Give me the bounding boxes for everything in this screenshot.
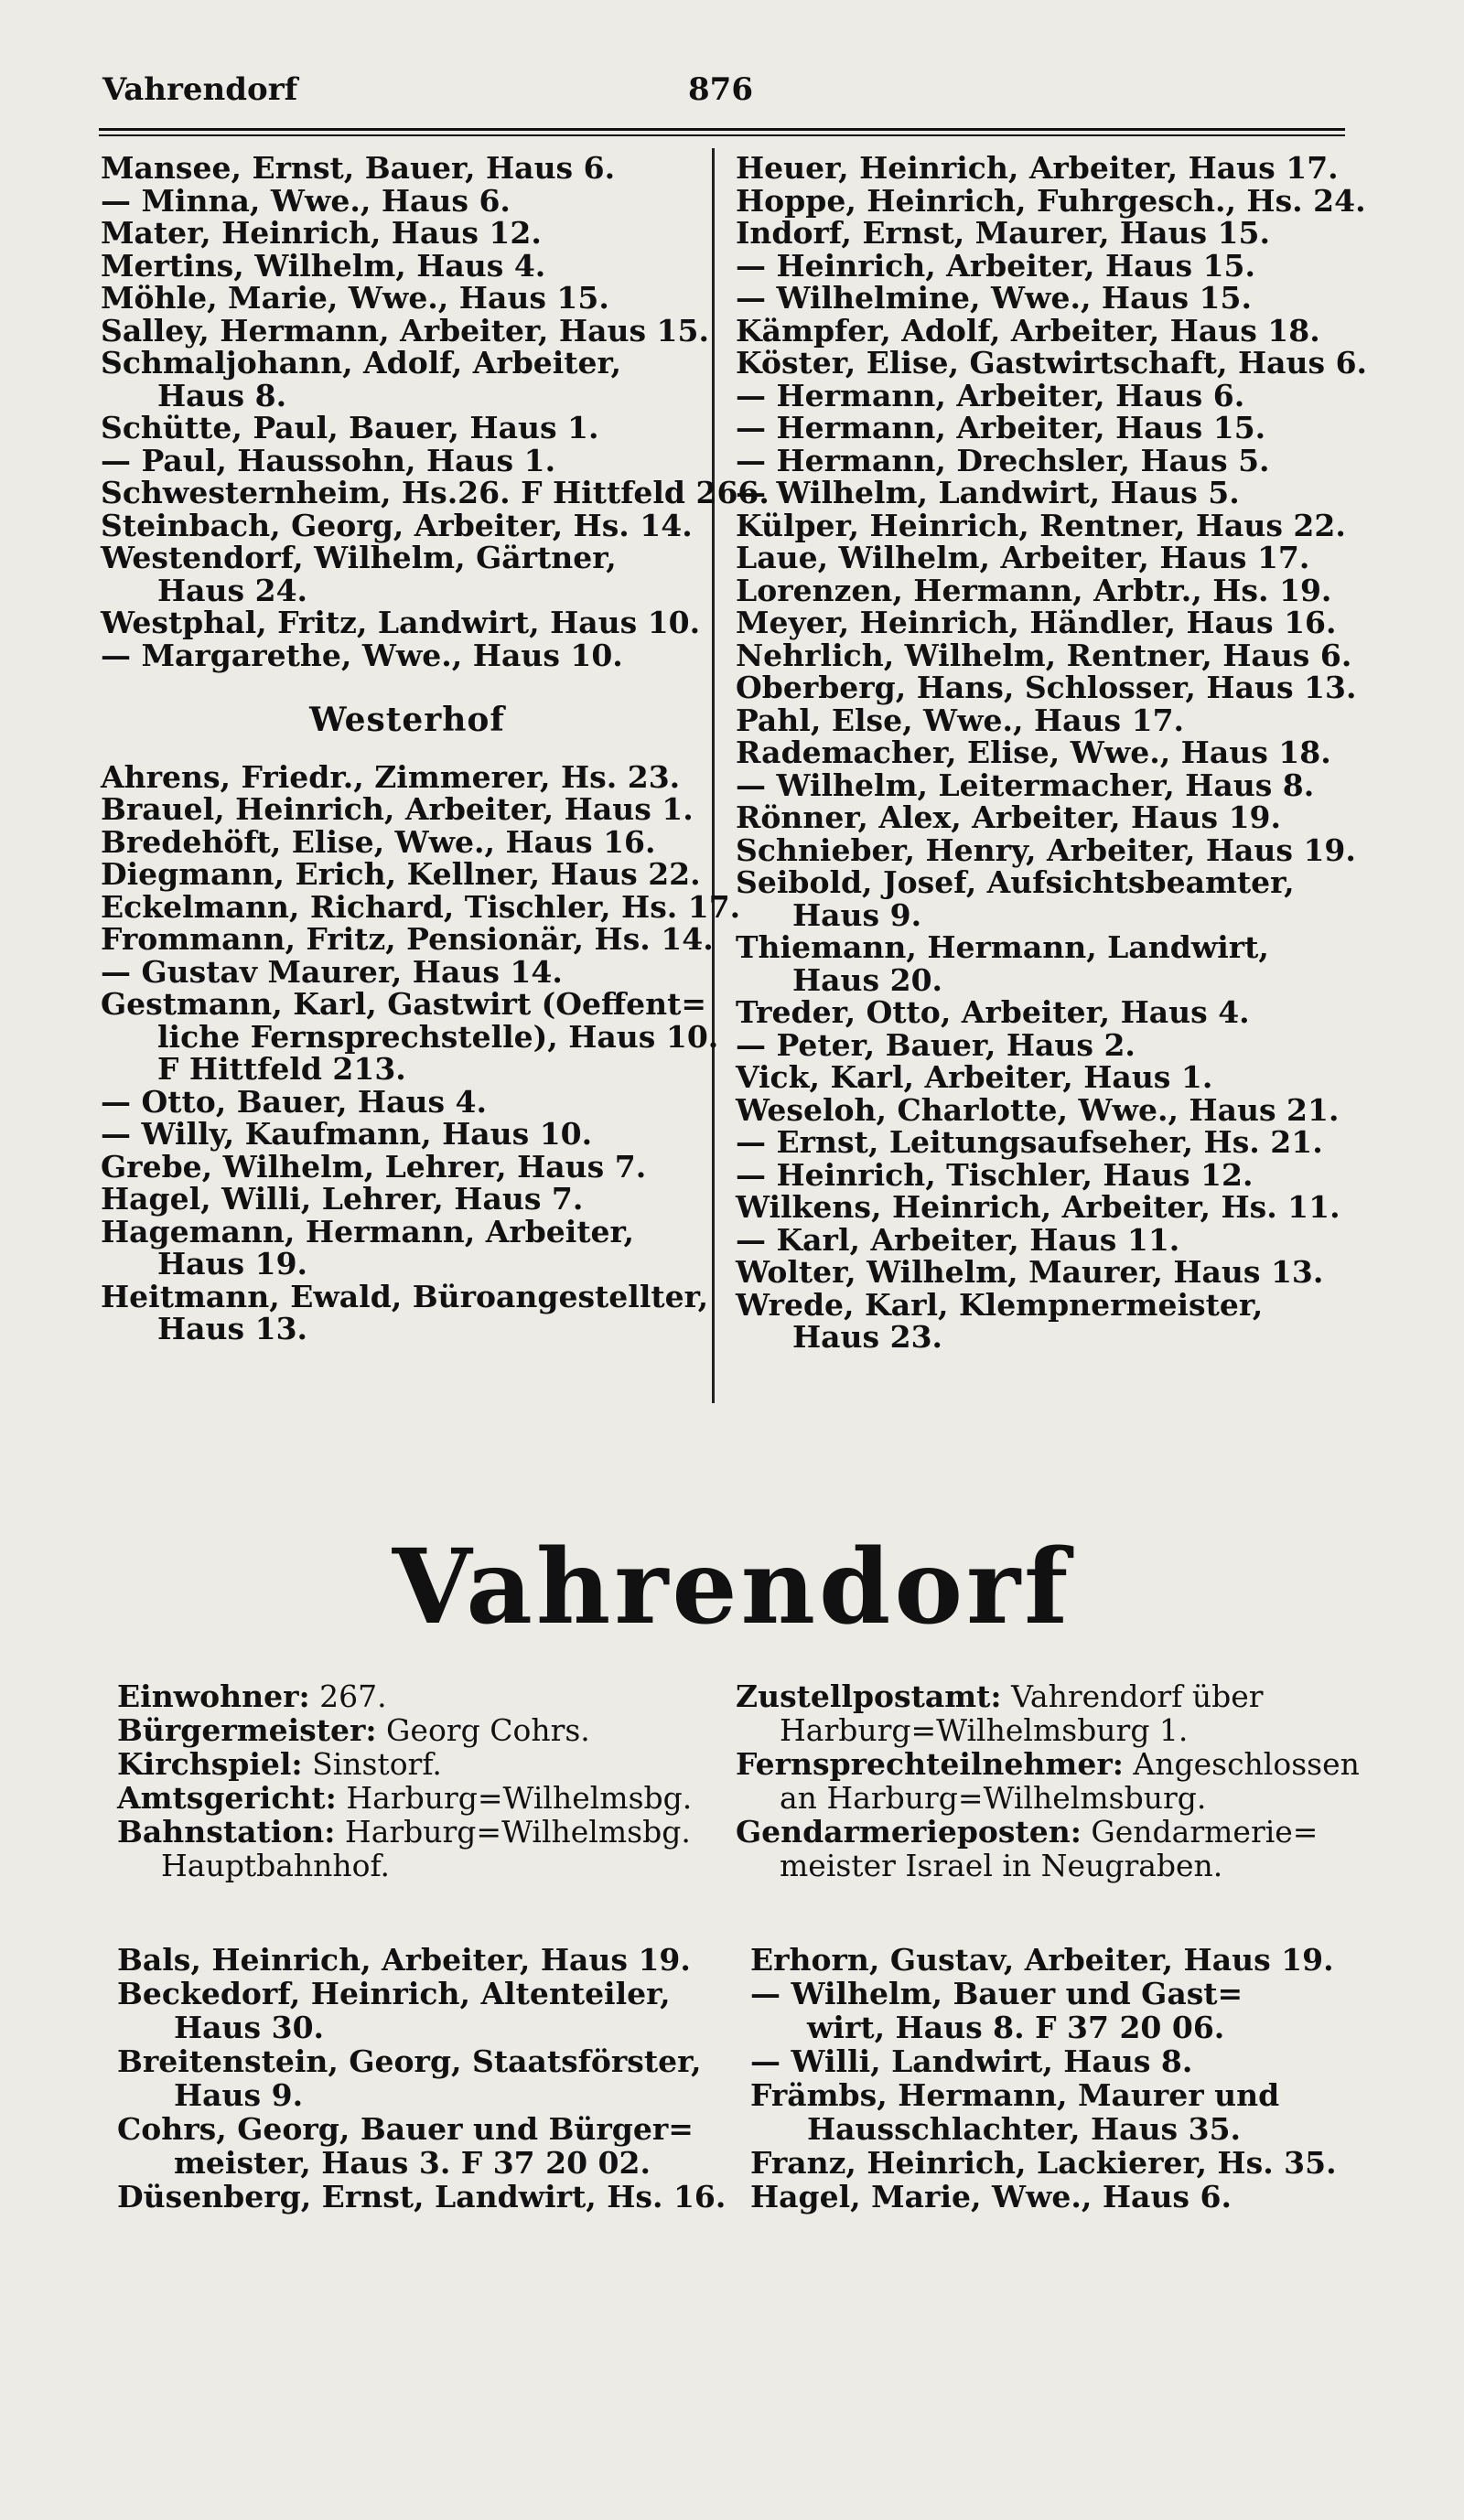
info-line: [117, 1781, 721, 1815]
directory-entry: Bals, Heinrich, Arbeiter, Haus 19.: [117, 1942, 691, 1978]
info-line: [736, 1713, 1367, 1747]
directory-entry: — Wilhelm, Bauer und Gast=: [750, 1976, 1243, 2011]
right-column: [736, 152, 1367, 1354]
directory-entry: — Willi, Landwirt, Haus 8.: [750, 2043, 1193, 2079]
info-label: Bürgermeister:: [117, 1712, 377, 1748]
directory-entry: Eckelmann, Richard, Tischler, Hs. 17.: [101, 888, 741, 925]
directory-entry: Haus 13.: [157, 1311, 308, 1346]
town-info-left: [117, 1679, 721, 1882]
directory-entry: — Paul, Haussohn, Haus 1.: [101, 442, 556, 478]
header-rule-thin: [99, 134, 1345, 136]
directory-entry: Grebe, Wilhelm, Lehrer, Haus 7.: [101, 1148, 647, 1185]
info-line: [117, 1747, 721, 1781]
directory-entry: Hagel, Willi, Lehrer, Haus 7.: [101, 1181, 584, 1217]
info-value: Georg Cohrs.: [376, 1712, 590, 1748]
info-value: Gendarmerie=: [1081, 1814, 1319, 1850]
entry-list: [736, 152, 1367, 1354]
info-line: [736, 1815, 1367, 1849]
directory-entry: Wrede, Karl, Klempnermeister,: [736, 1286, 1264, 1323]
directory-entry: Diegmann, Erich, Kellner, Haus 22.: [101, 856, 701, 892]
directory-entry: Pahl, Else, Wwe., Haus 17.: [736, 702, 1185, 738]
directory-entry: Laue, Wilhelm, Arbeiter, Haus 17.: [736, 540, 1310, 575]
info-value: Harburg=Wilhelmsbg.: [336, 1780, 693, 1816]
directory-entry: Thiemann, Hermann, Landwirt,: [736, 929, 1269, 965]
directory-entry: Heitmann, Ewald, Büroangestellter,: [101, 1278, 709, 1314]
left-column: [101, 150, 770, 1346]
directory-entry: Hagel, Marie, Wwe., Haus 6.: [750, 2179, 1232, 2214]
directory-entry: Salley, Hermann, Arbeiter, Haus 15.: [101, 312, 709, 349]
info-line: [736, 1747, 1367, 1781]
info-line: [736, 1781, 1367, 1815]
directory-entry: Hagemann, Hermann, Arbeiter,: [101, 1213, 635, 1249]
directory-entry: Haus 24.: [157, 572, 308, 608]
directory-entry: Breitenstein, Georg, Staatsförster,: [117, 2043, 702, 2079]
directory-entry: Meyer, Heinrich, Händler, Haus 16.: [736, 605, 1337, 640]
info-value: Hauptbahnhof.: [161, 1848, 391, 1883]
directory-entry: Erhorn, Gustav, Arbeiter, Haus 19.: [750, 1942, 1334, 1978]
info-value: Harburg=Wilhelmsbg.: [335, 1814, 691, 1850]
directory-entry: Vick, Karl, Arbeiter, Haus 1.: [736, 1059, 1213, 1095]
directory-entry: Brauel, Heinrich, Arbeiter, Haus 1.: [101, 791, 694, 827]
info-line: [117, 1679, 721, 1713]
directory-entry: Wilkens, Heinrich, Arbeiter, Hs. 11.: [736, 1189, 1340, 1225]
info-value: 267.: [309, 1678, 387, 1714]
section-title: Vahrendorf: [392, 1528, 1072, 1647]
info-value: Sinstorf.: [302, 1746, 442, 1782]
directory-entry: Heuer, Heinrich, Arbeiter, Haus 17.: [736, 150, 1339, 186]
directory-entry: — Gustav Maurer, Haus 14.: [101, 953, 563, 990]
directory-entry: — Wilhelm, Leitermacher, Haus 8.: [736, 767, 1315, 803]
directory-entry: Hoppe, Heinrich, Fuhrgesch., Hs. 24.: [736, 182, 1366, 219]
info-label: Fernsprechteilnehmer:: [736, 1746, 1124, 1782]
info-line: [736, 1679, 1367, 1713]
running-title: Vahrendorf: [102, 71, 298, 108]
directory-entry: Lorenzen, Hermann, Arbtr., Hs. 19.: [736, 572, 1332, 608]
info-label: Kirchspiel:: [117, 1746, 303, 1782]
directory-entry: Haus 9.: [792, 896, 922, 933]
directory-entry: Hausschlachter, Haus 35.: [807, 2111, 1242, 2147]
directory-entry: — Peter, Bauer, Haus 2.: [736, 1026, 1136, 1063]
info-value: Angeschlossen: [1123, 1746, 1360, 1782]
info-label: Einwohner:: [117, 1678, 310, 1714]
info-label: Gendarmerieposten:: [736, 1814, 1082, 1850]
directory-entry: Frommann, Fritz, Pensionär, Hs. 14.: [101, 921, 714, 957]
info-value: Harburg=Wilhelmsburg 1.: [780, 1712, 1189, 1748]
directory-entry: Rönner, Alex, Arbeiter, Haus 19.: [736, 799, 1281, 835]
info-value: an Harburg=Wilhelmsburg.: [780, 1780, 1207, 1816]
directory-entry: Kämpfer, Adolf, Arbeiter, Haus 18.: [736, 312, 1320, 349]
directory-entry: — Karl, Arbeiter, Haus 11.: [736, 1221, 1180, 1258]
directory-entry: — Hermann, Arbeiter, Haus 6.: [736, 377, 1245, 413]
directory-entry: Haus 8.: [157, 377, 287, 413]
directory-entry: — Margarethe, Wwe., Haus 10.: [101, 637, 623, 673]
directory-entry: Haus 9.: [174, 2077, 304, 2113]
directory-entry: Haus 19.: [157, 1246, 308, 1281]
directory-entry: — Heinrich, Tischler, Haus 12.: [736, 1156, 1254, 1193]
directory-entry: Haus 30.: [174, 2010, 325, 2045]
directory-entry: — Hermann, Arbeiter, Haus 15.: [736, 410, 1266, 445]
directory-entry: Möhle, Marie, Wwe., Haus 15.: [101, 280, 609, 316]
directory-entry: Westphal, Fritz, Landwirt, Haus 10.: [101, 605, 701, 640]
info-line: [117, 1849, 721, 1882]
directory-entry: Rademacher, Elise, Wwe., Haus 18.: [736, 735, 1331, 770]
directory-entry: Westendorf, Wilhelm, Gärtner,: [101, 540, 617, 575]
directory-entry: Haus 23.: [792, 1319, 943, 1355]
directory-entry: Schwesternheim, Hs.26. F Hittfeld 266.: [101, 475, 770, 510]
directory-entry: Treder, Otto, Arbeiter, Haus 4.: [736, 994, 1250, 1030]
directory-entry: Franz, Heinrich, Lackierer, Hs. 35.: [750, 2145, 1337, 2181]
directory-entry: Gestmann, Karl, Gastwirt (Oeffent=: [101, 986, 706, 1022]
directory-entry: Steinbach, Georg, Arbeiter, Hs. 14.: [101, 507, 693, 543]
directory-entry: Schnieber, Henry, Arbeiter, Haus 19.: [736, 831, 1356, 868]
directory-entry: — Hermann, Drechsler, Haus 5.: [736, 442, 1270, 478]
directory-entry: Främbs, Hermann, Maurer und: [750, 2077, 1280, 2113]
info-line: [117, 1713, 721, 1747]
info-value: Vahrendorf über: [1001, 1678, 1264, 1714]
info-label: Amtsgericht:: [117, 1780, 337, 1816]
directory-entry: Beckedorf, Heinrich, Altenteiler,: [117, 1976, 671, 2011]
directory-entry: Cohrs, Georg, Bauer und Bürger=: [117, 2111, 694, 2147]
section-heading-westerhof: Westerhof: [309, 701, 505, 739]
directory-entry: Düsenberg, Ernst, Landwirt, Hs. 16.: [117, 2179, 727, 2214]
directory-entry: — Ernst, Leitungsaufseher, Hs. 21.: [736, 1124, 1323, 1160]
directory-entry: F Hittfeld 213.: [157, 1051, 406, 1087]
page-number: 876: [688, 71, 753, 108]
directory-entry: Köster, Elise, Gastwirtschaft, Haus 6.: [736, 345, 1368, 381]
directory-entry: Nehrlich, Wilhelm, Rentner, Haus 6.: [736, 637, 1352, 673]
directory-entry: Külper, Heinrich, Rentner, Haus 22.: [736, 507, 1346, 543]
directory-entry: Schmaljohann, Adolf, Arbeiter,: [101, 345, 622, 381]
directory-entry: — Willy, Kaufmann, Haus 10.: [101, 1116, 593, 1152]
info-label: Bahnstation:: [117, 1814, 336, 1850]
info-label: Zustellpostamt:: [736, 1678, 1002, 1714]
page-header: [102, 71, 1338, 117]
directory-entry: Mater, Heinrich, Haus 12.: [101, 215, 542, 251]
directory-entry: — Minna, Wwe., Haus 6.: [101, 182, 511, 219]
directory-entry: Mansee, Ernst, Bauer, Haus 6.: [101, 150, 616, 186]
directory-entry: Schütte, Paul, Bauer, Haus 1.: [101, 410, 599, 445]
info-line: [736, 1849, 1367, 1882]
info-line: [117, 1815, 721, 1849]
directory-entry: wirt, Haus 8. F 37 20 06.: [807, 2010, 1225, 2045]
resident-list-left: [117, 1942, 727, 2214]
resident-list-right: [750, 1943, 1382, 2214]
entry-list: [101, 758, 741, 1346]
directory-entry: Bredehöft, Elise, Wwe., Haus 16.: [101, 823, 656, 860]
header-rule: [99, 128, 1345, 131]
directory-entry: Haus 20.: [792, 961, 943, 998]
directory-entry: — Wilhelmine, Wwe., Haus 15.: [736, 280, 1252, 316]
directory-entry: Oberberg, Hans, Schlosser, Haus 13.: [736, 670, 1357, 705]
directory-entry: Indorf, Ernst, Maurer, Haus 15.: [736, 215, 1270, 251]
info-value: meister Israel in Neugraben.: [780, 1848, 1223, 1883]
directory-entry: Seibold, Josef, Aufsichtsbeamter,: [736, 864, 1295, 900]
directory-entry: Mertins, Wilhelm, Haus 4.: [101, 247, 546, 284]
directory-entry: Ahrens, Friedr., Zimmerer, Hs. 23.: [101, 758, 681, 795]
directory-entry: Wolter, Wilhelm, Maurer, Haus 13.: [736, 1254, 1324, 1290]
directory-entry: meister, Haus 3. F 37 20 02.: [174, 2145, 651, 2181]
directory-entry: Weseloh, Charlotte, Wwe., Haus 21.: [736, 1091, 1340, 1128]
town-info-right: [736, 1679, 1367, 1882]
entry-list: [101, 150, 770, 673]
directory-entry: — Heinrich, Arbeiter, Haus 15.: [736, 247, 1256, 284]
directory-entry: — Otto, Bauer, Haus 4.: [101, 1083, 488, 1120]
directory-entry: liche Fernsprechstelle), Haus 10.: [157, 1018, 719, 1055]
directory-entry: — Wilhelm, Landwirt, Haus 5.: [736, 475, 1240, 510]
